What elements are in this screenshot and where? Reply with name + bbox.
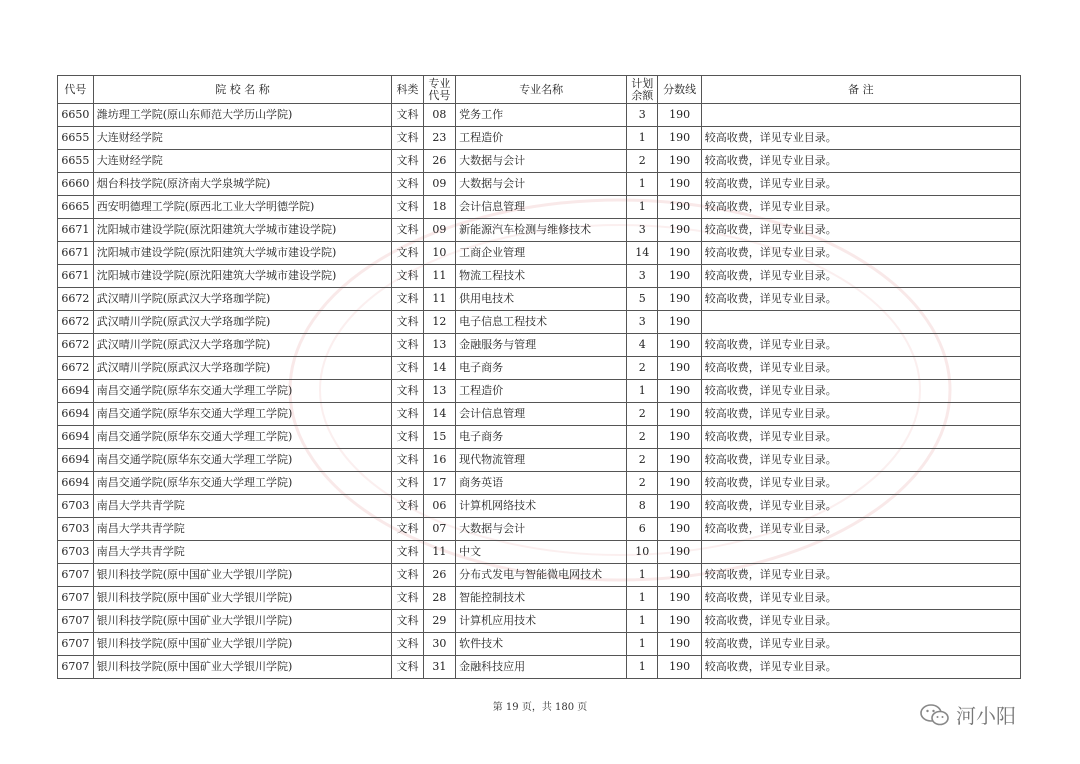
- cell-category: 文科: [392, 426, 423, 449]
- cell-score: 190: [658, 449, 701, 472]
- cell-plan: 3: [627, 219, 658, 242]
- cell-score: 190: [658, 518, 701, 541]
- cell-plan: 3: [627, 104, 658, 127]
- cell-category: 文科: [392, 104, 423, 127]
- cell-school: 潍坊理工学院(原山东师范大学历山学院): [93, 104, 392, 127]
- cell-score: 190: [658, 610, 701, 633]
- cell-major: 工程造价: [456, 127, 627, 150]
- cell-note: 较高收费，详见专业目录。: [701, 357, 1020, 380]
- cell-major: 会计信息管理: [456, 196, 627, 219]
- table-row: [58, 357, 1021, 380]
- cell-plan: 10: [627, 541, 658, 564]
- cell-major: 计算机网络技术: [456, 495, 627, 518]
- cell-note: 较高收费，详见专业目录。: [701, 587, 1020, 610]
- cell-code: 6650: [58, 104, 94, 127]
- cell-note: [701, 104, 1020, 127]
- cell-plan: 3: [627, 265, 658, 288]
- cell-major-code: 11: [423, 288, 455, 311]
- cell-plan: 1: [627, 196, 658, 219]
- cell-major: 计算机应用技术: [456, 610, 627, 633]
- cell-major-code: 16: [423, 449, 455, 472]
- cell-score: 190: [658, 587, 701, 610]
- cell-school: 沈阳城市建设学院(原沈阳建筑大学城市建设学院): [93, 265, 392, 288]
- table-row: [58, 104, 1021, 127]
- cell-school: 沈阳城市建设学院(原沈阳建筑大学城市建设学院): [93, 219, 392, 242]
- cell-score: 190: [658, 380, 701, 403]
- cell-major-code: 17: [423, 472, 455, 495]
- cell-category: 文科: [392, 403, 423, 426]
- cell-code: 6672: [58, 288, 94, 311]
- cell-major-code: 15: [423, 426, 455, 449]
- cell-major: 智能控制技术: [456, 587, 627, 610]
- cell-major: 大数据与会计: [456, 518, 627, 541]
- table-row: [58, 495, 1021, 518]
- cell-plan: 2: [627, 426, 658, 449]
- cell-school: 武汉晴川学院(原武汉大学珞珈学院): [93, 311, 392, 334]
- cell-major: 工商企业管理: [456, 242, 627, 265]
- table-row: [58, 449, 1021, 472]
- cell-note: 较高收费，详见专业目录。: [701, 610, 1020, 633]
- cell-score: 190: [658, 495, 701, 518]
- cell-major-code: 14: [423, 403, 455, 426]
- cell-note: 较高收费，详见专业目录。: [701, 472, 1020, 495]
- cell-code: 6660: [58, 173, 94, 196]
- table-row: [58, 380, 1021, 403]
- cell-major-code: 14: [423, 357, 455, 380]
- cell-plan: 2: [627, 357, 658, 380]
- cell-note: 较高收费，详见专业目录。: [701, 288, 1020, 311]
- cell-major-code: 29: [423, 610, 455, 633]
- cell-note: 较高收费，详见专业目录。: [701, 656, 1020, 679]
- cell-category: 文科: [392, 587, 423, 610]
- cell-major-code: 10: [423, 242, 455, 265]
- cell-plan: 1: [627, 656, 658, 679]
- cell-major-code: 31: [423, 656, 455, 679]
- admission-table: [57, 75, 1021, 679]
- cell-category: 文科: [392, 541, 423, 564]
- cell-plan: 1: [627, 173, 658, 196]
- cell-major-code: 13: [423, 380, 455, 403]
- cell-code: 6671: [58, 265, 94, 288]
- cell-major: 金融科技应用: [456, 656, 627, 679]
- cell-school: 银川科技学院(原中国矿业大学银川学院): [93, 656, 392, 679]
- cell-note: 较高收费，详见专业目录。: [701, 564, 1020, 587]
- cell-major-code: 11: [423, 541, 455, 564]
- cell-code: 6672: [58, 311, 94, 334]
- cell-major: 物流工程技术: [456, 265, 627, 288]
- cell-plan: 14: [627, 242, 658, 265]
- wechat-icon: [920, 703, 950, 727]
- table-row: [58, 564, 1021, 587]
- cell-school: 银川科技学院(原中国矿业大学银川学院): [93, 610, 392, 633]
- table-row: [58, 610, 1021, 633]
- cell-note: [701, 311, 1020, 334]
- cell-category: 文科: [392, 127, 423, 150]
- cell-note: 较高收费，详见专业目录。: [701, 219, 1020, 242]
- cell-code: 6694: [58, 426, 94, 449]
- cell-plan: 1: [627, 380, 658, 403]
- cell-category: 文科: [392, 242, 423, 265]
- cell-note: 较高收费，详见专业目录。: [701, 633, 1020, 656]
- cell-score: 190: [658, 357, 701, 380]
- cell-category: 文科: [392, 633, 423, 656]
- cell-major: 供用电技术: [456, 288, 627, 311]
- cell-major-code: 26: [423, 564, 455, 587]
- cell-school: 银川科技学院(原中国矿业大学银川学院): [93, 633, 392, 656]
- cell-major-code: 28: [423, 587, 455, 610]
- cell-score: 190: [658, 541, 701, 564]
- cell-score: 190: [658, 633, 701, 656]
- cell-score: 190: [658, 173, 701, 196]
- cell-major: 电子商务: [456, 426, 627, 449]
- cell-school: 武汉晴川学院(原武汉大学珞珈学院): [93, 288, 392, 311]
- cell-code: 6672: [58, 357, 94, 380]
- cell-major: 电子信息工程技术: [456, 311, 627, 334]
- cell-major: 金融服务与管理: [456, 334, 627, 357]
- cell-note: 较高收费，详见专业目录。: [701, 518, 1020, 541]
- table-row: [58, 541, 1021, 564]
- cell-category: 文科: [392, 518, 423, 541]
- cell-school: 南昌大学共青学院: [93, 541, 392, 564]
- cell-code: 6703: [58, 518, 94, 541]
- cell-plan: 4: [627, 334, 658, 357]
- cell-code: 6694: [58, 449, 94, 472]
- cell-school: 南昌大学共青学院: [93, 518, 392, 541]
- cell-school: 沈阳城市建设学院(原沈阳建筑大学城市建设学院): [93, 242, 392, 265]
- cell-major-code: 09: [423, 173, 455, 196]
- cell-note: [701, 541, 1020, 564]
- table-row: [58, 242, 1021, 265]
- cell-note: 较高收费，详见专业目录。: [701, 334, 1020, 357]
- header-major-name: 专业名称: [456, 76, 627, 104]
- cell-code: 6655: [58, 127, 94, 150]
- cell-code: 6694: [58, 380, 94, 403]
- cell-code: 6671: [58, 219, 94, 242]
- cell-school: 西安明德理工学院(原西北工业大学明德学院): [93, 196, 392, 219]
- cell-major-code: 23: [423, 127, 455, 150]
- cell-major: 大数据与会计: [456, 173, 627, 196]
- cell-school: 南昌交通学院(原华东交通大学理工学院): [93, 449, 392, 472]
- cell-major-code: 08: [423, 104, 455, 127]
- cell-note: 较高收费，详见专业目录。: [701, 242, 1020, 265]
- brand-logo: [920, 700, 1016, 729]
- cell-note: 较高收费，详见专业目录。: [701, 173, 1020, 196]
- cell-score: 190: [658, 265, 701, 288]
- table-row: [58, 150, 1021, 173]
- table-row: [58, 288, 1021, 311]
- cell-school: 南昌交通学院(原华东交通大学理工学院): [93, 380, 392, 403]
- cell-plan: 6: [627, 518, 658, 541]
- cell-plan: 2: [627, 150, 658, 173]
- cell-code: 6707: [58, 564, 94, 587]
- cell-major-code: 09: [423, 219, 455, 242]
- cell-category: 文科: [392, 173, 423, 196]
- cell-code: 6703: [58, 541, 94, 564]
- cell-major: 分布式发电与智能微电网技术: [456, 564, 627, 587]
- cell-major-code: 07: [423, 518, 455, 541]
- cell-score: 190: [658, 426, 701, 449]
- cell-category: 文科: [392, 449, 423, 472]
- cell-school: 银川科技学院(原中国矿业大学银川学院): [93, 564, 392, 587]
- cell-major-code: 12: [423, 311, 455, 334]
- cell-school: 南昌大学共青学院: [93, 495, 392, 518]
- cell-major: 大数据与会计: [456, 150, 627, 173]
- cell-score: 190: [658, 288, 701, 311]
- cell-category: 文科: [392, 472, 423, 495]
- table-row: [58, 403, 1021, 426]
- page-footer: 第 19 页，共 180 页: [492, 702, 588, 713]
- table-row: [58, 426, 1021, 449]
- cell-school: 大连财经学院: [93, 150, 392, 173]
- cell-plan: 2: [627, 449, 658, 472]
- cell-major-code: 26: [423, 150, 455, 173]
- cell-plan: 1: [627, 610, 658, 633]
- cell-note: 较高收费，详见专业目录。: [701, 426, 1020, 449]
- cell-category: 文科: [392, 219, 423, 242]
- cell-school: 烟台科技学院(原济南大学泉城学院): [93, 173, 392, 196]
- cell-score: 190: [658, 656, 701, 679]
- header-plan: 计划余额: [627, 76, 658, 104]
- header-category: 科类: [392, 76, 423, 104]
- cell-note: 较高收费，详见专业目录。: [701, 150, 1020, 173]
- cell-major: 工程造价: [456, 380, 627, 403]
- cell-score: 190: [658, 196, 701, 219]
- header-note: 备 注: [701, 76, 1020, 104]
- cell-score: 190: [658, 219, 701, 242]
- cell-major: 新能源汽车检测与维修技术: [456, 219, 627, 242]
- cell-major: 会计信息管理: [456, 403, 627, 426]
- cell-score: 190: [658, 311, 701, 334]
- cell-code: 6707: [58, 587, 94, 610]
- table-row: [58, 196, 1021, 219]
- cell-code: 6703: [58, 495, 94, 518]
- cell-school: 银川科技学院(原中国矿业大学银川学院): [93, 587, 392, 610]
- cell-major: 现代物流管理: [456, 449, 627, 472]
- cell-category: 文科: [392, 311, 423, 334]
- cell-category: 文科: [392, 610, 423, 633]
- cell-code: 6707: [58, 656, 94, 679]
- cell-major: 党务工作: [456, 104, 627, 127]
- table-row: [58, 334, 1021, 357]
- cell-note: 较高收费，详见专业目录。: [701, 380, 1020, 403]
- cell-category: 文科: [392, 380, 423, 403]
- cell-score: 190: [658, 564, 701, 587]
- brand-name: 河小阳: [956, 704, 1016, 728]
- cell-school: 大连财经学院: [93, 127, 392, 150]
- cell-score: 190: [658, 127, 701, 150]
- cell-major-code: 11: [423, 265, 455, 288]
- cell-category: 文科: [392, 564, 423, 587]
- cell-major: 商务英语: [456, 472, 627, 495]
- cell-school: 南昌交通学院(原华东交通大学理工学院): [93, 426, 392, 449]
- cell-code: 6655: [58, 150, 94, 173]
- cell-school: 武汉晴川学院(原武汉大学珞珈学院): [93, 334, 392, 357]
- cell-category: 文科: [392, 357, 423, 380]
- cell-plan: 1: [627, 587, 658, 610]
- cell-code: 6672: [58, 334, 94, 357]
- cell-note: 较高收费，详见专业目录。: [701, 196, 1020, 219]
- cell-category: 文科: [392, 656, 423, 679]
- cell-category: 文科: [392, 265, 423, 288]
- cell-score: 190: [658, 403, 701, 426]
- cell-code: 6694: [58, 403, 94, 426]
- table-row: [58, 633, 1021, 656]
- cell-major-code: 06: [423, 495, 455, 518]
- cell-plan: 8: [627, 495, 658, 518]
- cell-school: 南昌交通学院(原华东交通大学理工学院): [93, 403, 392, 426]
- header-school: 院 校 名 称: [93, 76, 392, 104]
- cell-score: 190: [658, 242, 701, 265]
- table-row: [58, 127, 1021, 150]
- table-row: [58, 265, 1021, 288]
- cell-note: 较高收费，详见专业目录。: [701, 265, 1020, 288]
- cell-major: 软件技术: [456, 633, 627, 656]
- cell-note: 较高收费，详见专业目录。: [701, 495, 1020, 518]
- cell-code: 6694: [58, 472, 94, 495]
- cell-category: 文科: [392, 196, 423, 219]
- cell-note: 较高收费，详见专业目录。: [701, 403, 1020, 426]
- cell-note: 较高收费，详见专业目录。: [701, 127, 1020, 150]
- cell-school: 南昌交通学院(原华东交通大学理工学院): [93, 472, 392, 495]
- cell-major-code: 18: [423, 196, 455, 219]
- cell-score: 190: [658, 150, 701, 173]
- cell-code: 6707: [58, 610, 94, 633]
- cell-score: 190: [658, 472, 701, 495]
- cell-score: 190: [658, 104, 701, 127]
- cell-category: 文科: [392, 334, 423, 357]
- table-row: [58, 587, 1021, 610]
- cell-note: 较高收费，详见专业目录。: [701, 449, 1020, 472]
- cell-major: 中文: [456, 541, 627, 564]
- cell-category: 文科: [392, 288, 423, 311]
- cell-category: 文科: [392, 495, 423, 518]
- cell-major-code: 13: [423, 334, 455, 357]
- header-major-code: 专业代号: [423, 76, 455, 104]
- header-code: 代号: [58, 76, 94, 104]
- cell-plan: 1: [627, 127, 658, 150]
- cell-plan: 3: [627, 311, 658, 334]
- table-row: [58, 311, 1021, 334]
- table-row: [58, 219, 1021, 242]
- cell-score: 190: [658, 334, 701, 357]
- cell-plan: 2: [627, 472, 658, 495]
- header-score: 分数线: [658, 76, 701, 104]
- cell-plan: 5: [627, 288, 658, 311]
- table-row: [58, 656, 1021, 679]
- cell-school: 武汉晴川学院(原武汉大学珞珈学院): [93, 357, 392, 380]
- table-header-row: [58, 76, 1021, 104]
- cell-plan: 1: [627, 564, 658, 587]
- cell-major-code: 30: [423, 633, 455, 656]
- table-row: [58, 472, 1021, 495]
- cell-code: 6707: [58, 633, 94, 656]
- cell-code: 6671: [58, 242, 94, 265]
- cell-category: 文科: [392, 150, 423, 173]
- cell-plan: 2: [627, 403, 658, 426]
- table-row: [58, 518, 1021, 541]
- table-row: [58, 173, 1021, 196]
- cell-major: 电子商务: [456, 357, 627, 380]
- cell-plan: 1: [627, 633, 658, 656]
- cell-code: 6665: [58, 196, 94, 219]
